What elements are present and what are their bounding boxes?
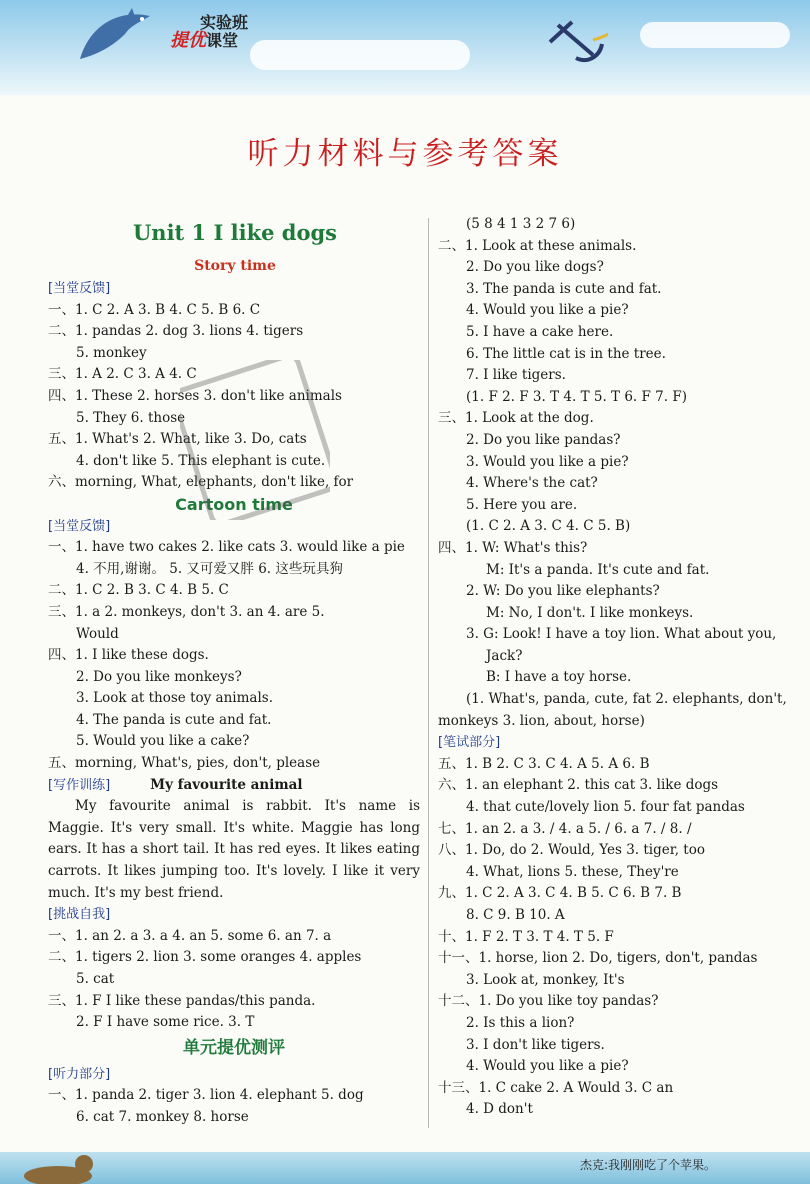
story-time-heading: Story time: [194, 258, 276, 274]
answer-line: 五、1. B 2. C 3. C 4. A 5. A 6. B: [438, 755, 650, 772]
answer-line: 一、1. have two cakes 2. like cats 3. would like a pie: [48, 539, 405, 556]
writing-paragraph: My favourite animal is rabbit. It's name is Maggie. It's very small. It's white. Maggie has long ears. It has a short tail. It has red eyes. It likes eating carrots. It likes jumping too. It's lovely. I like it very much. It's my best friend.: [48, 798, 420, 901]
answer-line: 4. The panda is cute and fat.: [76, 711, 272, 728]
dolphin-icon: [70, 4, 160, 74]
answer-line: 8. C 9. B 10. A: [466, 907, 565, 923]
answer-line: 3. Would you like a pie?: [466, 453, 629, 470]
section-label: [写作训练]: [48, 777, 111, 793]
cloud: [250, 40, 470, 70]
answer-line: 五、morning, What's, pies, don't, please: [48, 755, 321, 772]
answer-line: M: No, I don't. I like monkeys.: [486, 604, 694, 621]
answer-line: 二、1. C 2. B 3. C 4. B 5. C: [48, 582, 229, 599]
right-column: [438, 214, 798, 1121]
answer-line: 2. Is this a lion?: [466, 1014, 575, 1031]
answer-line: 4. 不用,谢谢。 5. 又可爱又胖 6. 这些玩具狗: [76, 560, 343, 577]
answer-line: (1. F 2. F 3. T 4. T 5. T 6. F 7. F): [466, 388, 687, 405]
answer-line: 5. Here you are.: [466, 496, 578, 513]
answer-line: 九、1. C 2. A 3. C 4. B 5. C 6. B 7. B: [438, 885, 682, 902]
answer-line: 二、1. pandas 2. dog 3. lions 4. tigers: [48, 323, 304, 340]
answer-line: 6. cat 7. monkey 8. horse: [76, 1108, 249, 1125]
answer-line: Jack?: [486, 647, 523, 664]
answer-line: 六、1. an elephant 2. this cat 3. like dogs: [438, 777, 719, 794]
section-label: [笔试部分]: [438, 735, 501, 751]
answer-line: 5. I have a cake here.: [466, 323, 614, 340]
answer-line: (5 8 4 1 3 2 7 6): [466, 216, 576, 232]
section-label: [当堂反馈]: [48, 518, 111, 534]
anchor-icon: [548, 20, 608, 65]
answer-line: 2. Do you like monkeys?: [76, 668, 242, 685]
answer-line: M: It's a panda. It's cute and fat.: [486, 561, 710, 578]
answer-line: 6. The little cat is in the tree.: [466, 345, 666, 362]
answer-line: 二、1. tigers 2. lion 3. some oranges 4. apples: [48, 949, 362, 966]
answer-line: 3. I don't like tigers.: [466, 1036, 605, 1053]
answer-line: 八、1. Do, do 2. Would, Yes 3. tiger, too: [438, 842, 705, 859]
answer-line: 2. Do you like dogs?: [466, 259, 604, 276]
answer-line: (1. What's, panda, cute, fat 2. elephants, don't,: [466, 691, 787, 708]
answer-line: B: I have a toy horse.: [486, 669, 632, 686]
writing-heading: My favourite animal: [150, 776, 303, 793]
answer-line: 4. Would you like a pie?: [466, 302, 629, 319]
watermark-stamp: [180, 360, 330, 520]
answer-line: 三、1. a 2. monkeys, don't 3. an 4. are 5.: [48, 603, 325, 620]
answer-line: 四、1. These 2. horses 3. don't like animals: [48, 387, 342, 404]
footer-caption: 杰克:我刚刚吃了个苹果。: [580, 1158, 717, 1172]
writing-section: [48, 775, 420, 797]
answer-line: 4. that cute/lovely lion 5. four fat pandas: [466, 799, 745, 816]
answer-line: 五、1. What's 2. What, like 3. Do, cats: [48, 431, 307, 448]
answer-line: 七、1. an 2. a 3. / 4. a 5. / 6. a 7. / 8. /: [438, 820, 692, 837]
answer-line: Would: [76, 625, 119, 642]
answer-line: 5. monkey: [76, 344, 147, 361]
answer-line: 3. Look at, monkey, It's: [466, 971, 625, 988]
answer-line: 3. G: Look! I have a toy lion. What about you,: [466, 626, 777, 643]
answer-line: 一、1. an 2. a 3. a 4. an 5. some 6. an 7. a: [48, 927, 332, 944]
answer-line: 4. don't like 5. This elephant is cute.: [76, 452, 326, 469]
answer-line: 7. I like tigers.: [466, 367, 566, 384]
answer-line: 一、1. panda 2. tiger 3. lion 4. elephant 5. dog: [48, 1087, 364, 1104]
column-divider: [428, 218, 429, 1128]
answer-line: 2. W: Do you like elephants?: [466, 583, 660, 600]
answer-line: 一、1. C 2. A 3. B 4. C 5. B 6. C: [48, 301, 261, 318]
answer-line: 5. Would you like a cake?: [76, 733, 250, 750]
answer-line: 二、1. Look at these animals.: [438, 237, 637, 254]
review-title: 单元提优测评: [183, 1037, 285, 1058]
answer-line: 4. What, lions 5. these, They're: [466, 863, 679, 880]
answer-line: 三、1. Look at the dog.: [438, 410, 594, 427]
answer-line: 2. Do you like pandas?: [466, 431, 621, 448]
answer-line: 4. D don't: [466, 1101, 533, 1118]
answer-line: 十二、1. Do you like toy pandas?: [438, 993, 659, 1010]
seal-icon: [18, 1150, 98, 1184]
answer-line: (1. C 2. A 3. C 4. C 5. B): [466, 518, 631, 535]
section-label: [当堂反馈]: [48, 281, 111, 296]
cloud: [640, 22, 790, 48]
answer-line: 三、1. A 2. C 3. A 4. C: [48, 366, 197, 383]
answer-line: 十、1. F 2. T 3. T 4. T 5. F: [438, 928, 614, 945]
brand-logo: 实验班 提优课堂: [170, 13, 249, 51]
answer-line: 四、1. I like these dogs.: [48, 647, 209, 664]
section-label: [听力部分]: [48, 1066, 111, 1082]
review-heading: [48, 1034, 420, 1064]
section-label: [挑战自我]: [48, 907, 111, 923]
answer-line: 4. Would you like a pie?: [466, 1058, 629, 1075]
answer-line: 3. The panda is cute and fat.: [466, 280, 662, 297]
answer-line: 4. Where's the cat?: [466, 475, 598, 492]
answer-line: 四、1. W: What's this?: [438, 539, 588, 556]
page-title: 听力材料与参考答案: [247, 136, 563, 172]
answer-line: 十三、1. C cake 2. A Would 3. C an: [438, 1079, 674, 1096]
answer-line: 5. They 6. those: [76, 409, 186, 426]
answer-line: monkeys 3. lion, about, horse): [438, 712, 645, 729]
cartoon-time-heading: Cartoon time: [175, 494, 293, 514]
answer-line: 2. F I have some rice. 3. T: [76, 1014, 255, 1031]
answer-line: 3. Look at those toy animals.: [76, 690, 274, 707]
answer-line: 三、1. F I like these pandas/this panda.: [48, 992, 316, 1009]
unit-title: Unit 1 I like dogs: [132, 220, 337, 245]
answer-line: 十一、1. horse, lion 2. Do, tigers, don't, pandas: [438, 950, 758, 967]
answer-line: 5. cat: [76, 971, 115, 987]
answer-line: 六、morning, What, elephants, don't like, for: [48, 474, 354, 491]
